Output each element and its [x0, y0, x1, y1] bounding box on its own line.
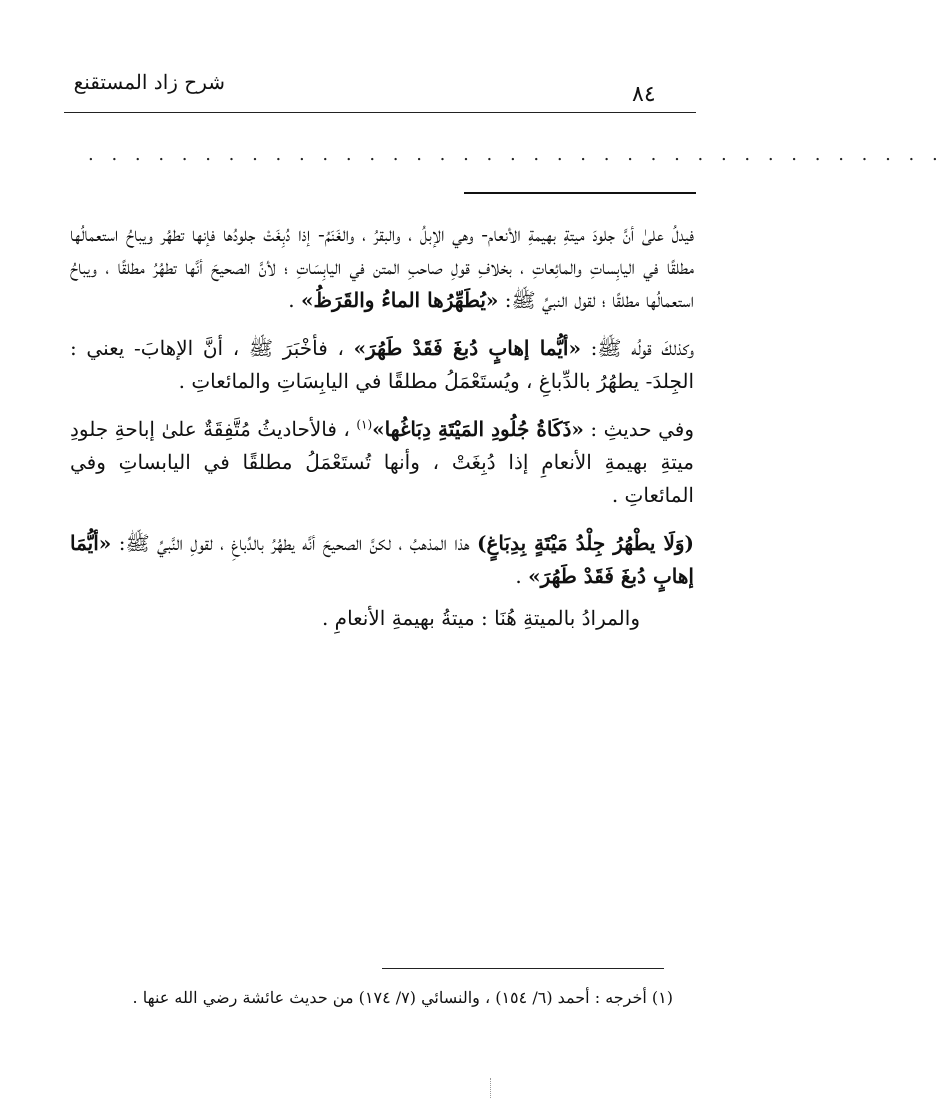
paragraph-text: ، فالأحاديثُ مُتَّفِقَةٌ علىٰ إباحةِ جلودِ ميتةِ بهيمةِ الأنعامِ إذا دُبِغَتْ ، وأنها تُستَعْمَلُ مطلقًا في اليابساتِ وفي المائعاتِ .	[70, 417, 694, 507]
header-rule	[64, 112, 696, 113]
main-text	[70, 218, 694, 650]
quoted-text: «أيُّما إهابٍ دُبغَ فَقَدْ طَهُرَ»	[353, 336, 581, 360]
paragraph-text: .	[515, 564, 529, 588]
quoted-text: «أيُّمَا إهابٍ دُبغَ فَقَدْ طَهُرَ»	[70, 531, 694, 588]
paragraph-text: وكذلكَ قولُه ﷺ:	[580, 336, 695, 360]
footnote-marker: (١)	[356, 417, 373, 432]
page-edge-mark	[490, 1078, 492, 1098]
section-rule	[464, 192, 696, 194]
paragraph	[70, 527, 694, 593]
running-header-title: شرح زاد المستقنع	[73, 70, 225, 94]
paragraph	[70, 602, 694, 635]
footnote-rule	[382, 968, 664, 969]
paragraph	[70, 218, 694, 317]
paragraph-text: ، فأخْبَرَ ﷺ ، أنَّ الإهابَ- يعني : الجِلدَ- يطهُرُ بالدِّباغِ ، ويُستَعْمَلُ مطلقًا في اليابِسَاتِ والمائعاتِ .	[70, 336, 694, 393]
dotted-separator: . . . . . . . . . . . . . . . . . . . . . . . . . . . . . . . . . . . . .	[88, 144, 944, 165]
quoted-text: «ذَكَاةُ جُلُودِ المَيْتَةِ دِبَاغُها»	[372, 417, 584, 441]
quoted-text: «يُطَهِّرُها الماءُ والقَرَظُ»	[300, 288, 499, 312]
paragraph	[70, 413, 694, 512]
footnote: (١) أخرجه : أحمد (٦/ ١٥٤) ، والنسائي (٧/ ١٧٤) من حديث عائشة رضي الله عنها .	[132, 988, 673, 1007]
paragraph-text: وفي حديثِ :	[583, 417, 694, 441]
quoted-text: (وَلَا يطْهُرُ جِلْدُ مَيْتَةٍ بِدِبَاغٍ)	[477, 531, 695, 555]
paragraph-text: .	[288, 288, 301, 312]
paragraph	[70, 332, 694, 398]
page-number: ٨٤	[632, 82, 656, 107]
paragraph-text: فيدلُ علىٰ أنَّ جلودَ ميتةِ بهيمةِ الأنعام- وهي الإبلُ ، والبقرُ ، والغَنَمُ- إذا دُبِغَتْ جلودُها فإنها تطهُر ويباحُ استعمالُها مطلقًا في اليابِساتِ والمائِعاتِ ، بخلافِ قولِ صاحبِ المتن في اليابِسَاتِ ؛ لأنَّ الصحيحَ أنَّها تطهُرُ مطلقًا ، ويباحُ استعمالُها مطلقًا ؛ لقول النبيِّ ﷺ:	[70, 222, 694, 312]
paragraph-text: هذا المذهبُ ، لكنَّ الصحيحَ أنَّه يطهُرُ بالدِّباغِ ، لقولِ النَّبيِّ ﷺ:	[111, 531, 478, 555]
paragraph-text: والمرادُ بالميتةِ هُنَا : ميتةُ بهيمةِ الأنعامِ .	[321, 606, 640, 630]
